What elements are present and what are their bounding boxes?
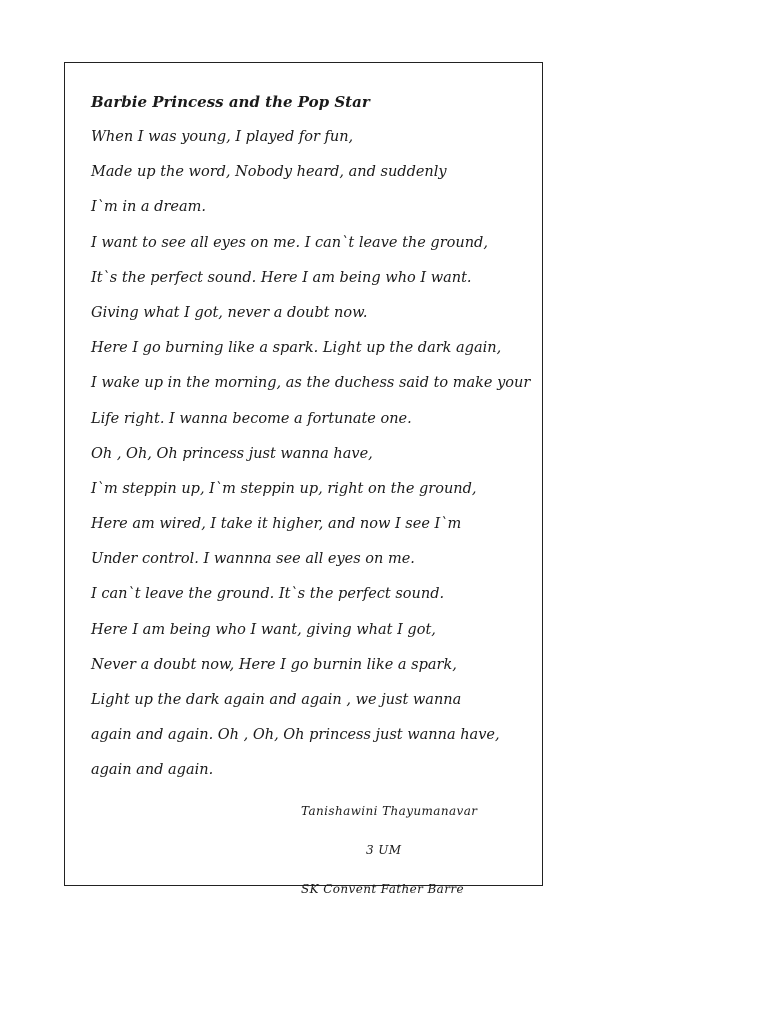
poem-body [91, 127, 530, 796]
poem-title: Barbie Princess and the Pop Star [91, 93, 370, 111]
poem-line: I want to see all eyes on me. I can`t leave the ground, [91, 234, 488, 251]
author-name: Tanishawini Thayumanavar [301, 804, 478, 818]
poem-line: I`m in a dream. [91, 199, 206, 216]
poem-line: Life right. I wanna become a fortunate one. [91, 410, 412, 427]
poem-line: again and again. Oh , Oh, Oh princess just wanna have, [91, 727, 500, 744]
poem-line: Oh , Oh, Oh princess just wanna have, [91, 445, 373, 462]
author-school: SK Convent Father Barre [301, 882, 464, 896]
poem-line: Made up the word, Nobody heard, and suddenly [91, 164, 447, 181]
poem-line: Giving what I got, never a doubt now. [91, 304, 368, 321]
poem-line: I can`t leave the ground. It`s the perfect sound. [91, 586, 445, 603]
poem-line: Here I am being who I want, giving what I got, [91, 621, 436, 638]
poem-line: Light up the dark again and again , we just wanna [91, 692, 462, 708]
poem-line: I wake up in the morning, as the duchess said to make your [91, 375, 531, 392]
poem-line: again and again. [91, 762, 214, 779]
poem-line: It`s the perfect sound. Here I am being who I want. [91, 269, 472, 286]
poem-line: Here I go burning like a spark. Light up the dark again, [91, 340, 502, 357]
poem-line: Never a doubt now, Here I go burnin like a spark, [91, 656, 457, 673]
poem-line: Under control. I wannna see all eyes on me. [91, 551, 415, 568]
poem-line: Here am wired, I take it higher, and now I see I`m [91, 516, 462, 533]
poem-line: When I was young, I played for fun, [91, 129, 354, 145]
author-class: 3 UM [366, 843, 402, 857]
poem-line: I`m steppin up, I`m steppin up, right on the ground, [91, 480, 477, 497]
